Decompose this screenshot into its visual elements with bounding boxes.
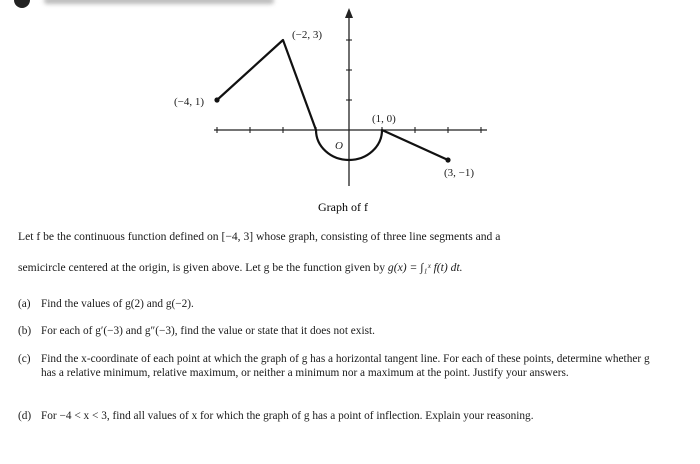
origin-label: O: [335, 140, 343, 152]
intro-line-2: [18, 260, 463, 276]
endpoint-right-dot: [445, 157, 450, 162]
question-c-text: Find the x-coordinate of each point at which the graph of g has a horizontal tangent line. For each of these points, determine whether g has a relative minimum, relative maximum, or neither a minimum nor a maximum at the point. Justify your answers.: [41, 353, 650, 379]
question-a-label: (a): [18, 298, 31, 310]
question-b-label: (b): [18, 325, 32, 337]
point-label-minus4-1: (−4, 1): [174, 96, 205, 108]
point-label-minus2-3: (−2, 3): [292, 29, 323, 41]
graph-of-f: [0, 0, 700, 220]
question-d-label: (d): [18, 410, 32, 422]
g-definition: g(x) = ∫₁ˣ f(t) dt.: [387, 261, 463, 274]
f-curve: [217, 40, 448, 160]
intro-line-1: Let f be the continuous function defined on [−4, 3] whose graph, consisting of three line segments and a: [18, 230, 501, 243]
intro-line-2-text: semicircle centered at the origin, is given above. Let g be the function given by: [18, 261, 386, 274]
question-b-text: For each of g′(−3) and g″(−3), find the value or state that it does not exist.: [41, 325, 375, 337]
y-axis-arrow-icon: [345, 8, 353, 18]
point-label-3-minus1: (3, −1): [444, 167, 475, 179]
question-d-text: For −4 < x < 3, find all values of x for which the graph of g has a point of inflection. Explain your reasoning.: [41, 410, 534, 422]
endpoint-left-dot: [214, 97, 219, 102]
point-label-1-0: (1, 0): [372, 113, 396, 125]
figure-caption: Graph of f: [318, 200, 368, 214]
question-a-text: Find the values of g(2) and g(−2).: [41, 298, 194, 310]
question-c-label: (c): [18, 353, 31, 365]
